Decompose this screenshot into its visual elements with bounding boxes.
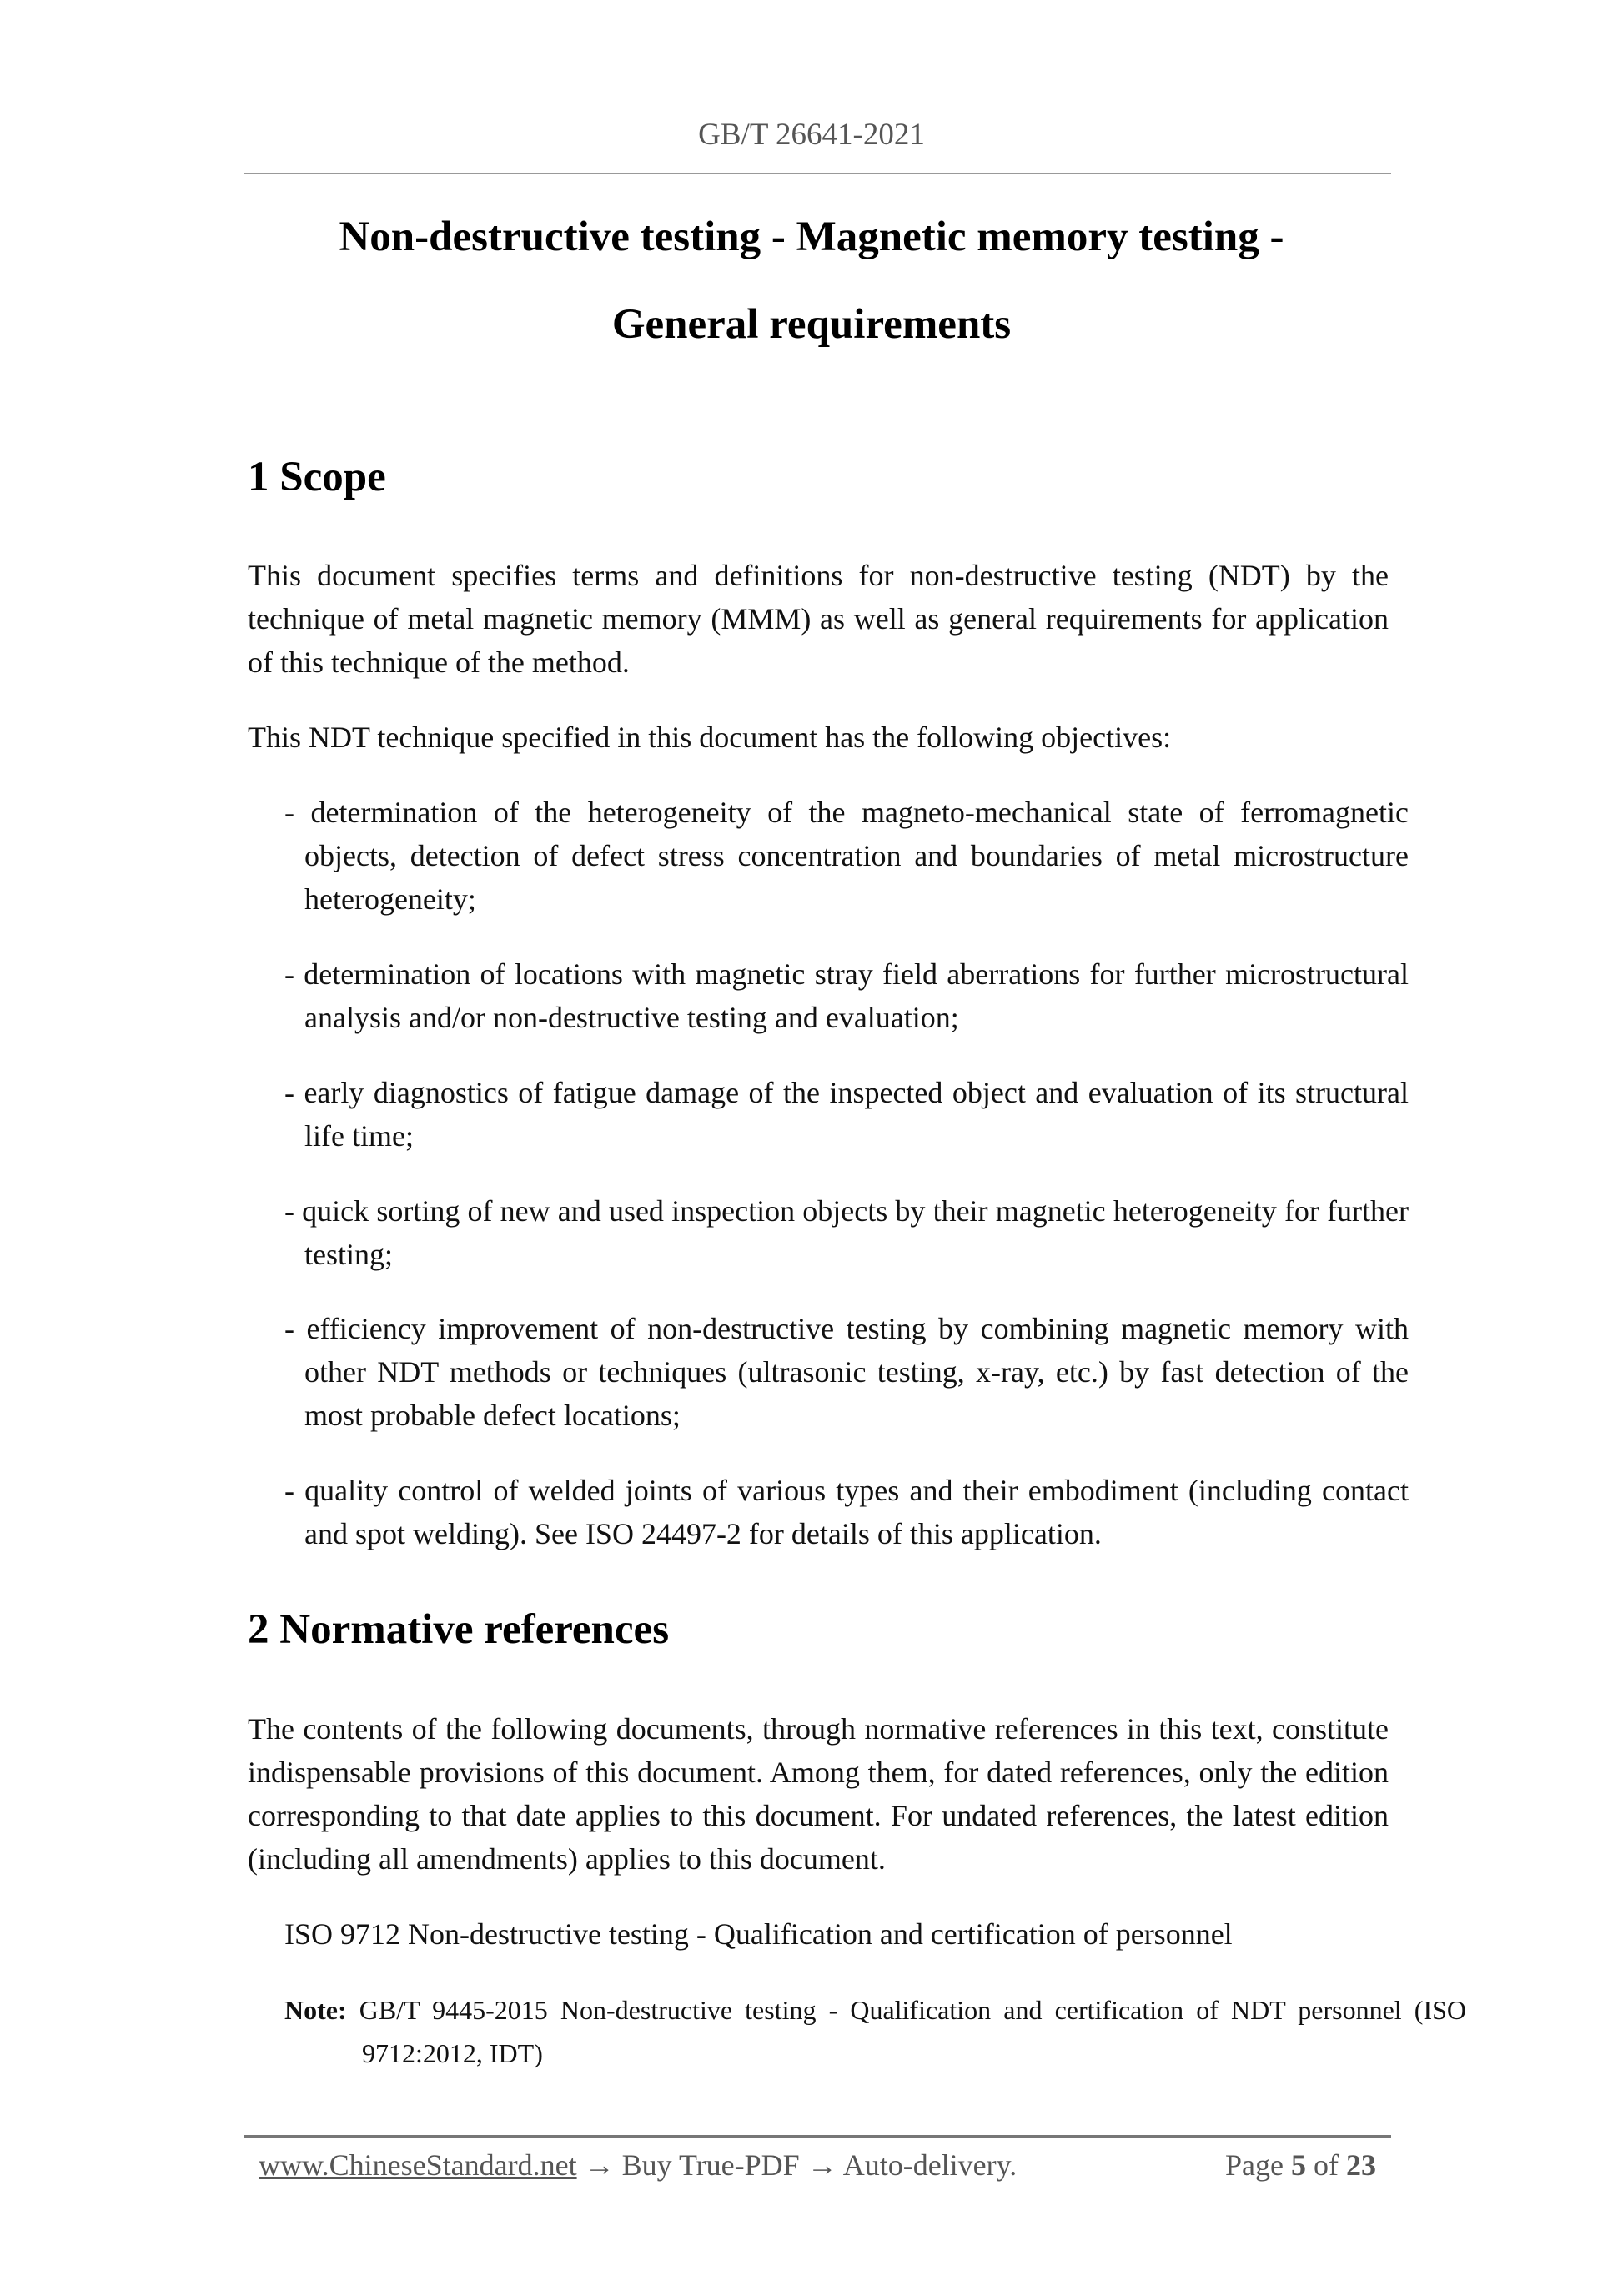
reference-iso-9712: ISO 9712 Non-destructive testing - Qualification and certification of personnel: [284, 1917, 1233, 1951]
page-indicator: [1225, 2148, 1376, 2183]
scope-paragraph-2: This NDT technique specified in this document has the following objectives:: [248, 721, 1172, 754]
scope-paragraph-1: This document specifies terms and definitions for non-destructive testing (NDT) by the technique of metal magnetic memory (MMM) as well as general requirements for application of this technique of the method.: [248, 559, 1389, 679]
arrow-right-icon: →: [584, 2148, 615, 2182]
auto-delivery-text: Auto-delivery.: [842, 2148, 1018, 2182]
note-text: GB/T 9445-2015 Non-destructive testing - Qualification and certification of NDT personnel (ISO 9712:2012, IDT): [359, 1995, 1467, 2068]
chinesestandard-link[interactable]: www.ChineseStandard.net: [259, 2148, 577, 2182]
normative-references-paragraph: The contents of the following documents, through normative references in this text, constitute indispensable provisions of this document. Among them, for dated references, only the edition corresponding to that date applies to this document. For undated references, the latest edition (including all amendments) applies to this document.: [248, 1712, 1389, 1876]
of-label: of: [1314, 2148, 1339, 2182]
objective-item: - quality control of welded joints of various types and their embodiment (including contact and spot welding). See ISO 24497-2 for details of this application.: [284, 1474, 1409, 1550]
objective-item: - early diagnostics of fatigue damage of the inspected object and evaluation of its structural life time;: [284, 1076, 1409, 1153]
buy-true-pdf-text: Buy True-PDF: [621, 2148, 800, 2182]
total-pages: 23: [1346, 2148, 1376, 2182]
note-label: Note:: [284, 1995, 347, 2025]
current-page-number: 5: [1291, 2148, 1306, 2182]
document-id-header: GB/T 26641-2021: [698, 118, 925, 152]
footer-rule: [244, 2135, 1391, 2138]
document-title-line1: Non-destructive testing - Magnetic memory testing -: [339, 214, 1284, 260]
arrow-right-icon: →: [806, 2148, 837, 2182]
section-heading-scope: 1 Scope: [248, 454, 386, 500]
page-footer: [259, 2148, 1376, 2183]
objective-item: - determination of locations with magnetic stray field aberrations for further microstructural analysis and/or non-destructive testing and evaluation;: [284, 957, 1409, 1034]
page-label: Page: [1225, 2148, 1284, 2182]
objective-item: - determination of the heterogeneity of the magneto-mechanical state of ferromagnetic objects, detection of defect stress concentration and boundaries of metal microstructure heterogeneity;: [284, 796, 1409, 916]
header-rule: [244, 173, 1391, 174]
objective-item: - efficiency improvement of non-destructive testing by combining magnetic memory with other NDT methods or techniques (ultrasonic testing, x-ray, etc.) by fast detection of the most probable defect locations;: [284, 1312, 1409, 1432]
footer-left: [259, 2148, 1017, 2183]
section-heading-normative-references: 2 Normative references: [248, 1606, 670, 1653]
objective-item: - quick sorting of new and used inspection objects by their magnetic heterogeneity for further testing;: [284, 1194, 1409, 1271]
document-title-line2: General requirements: [611, 301, 1012, 348]
reference-note: [284, 1988, 1466, 2075]
